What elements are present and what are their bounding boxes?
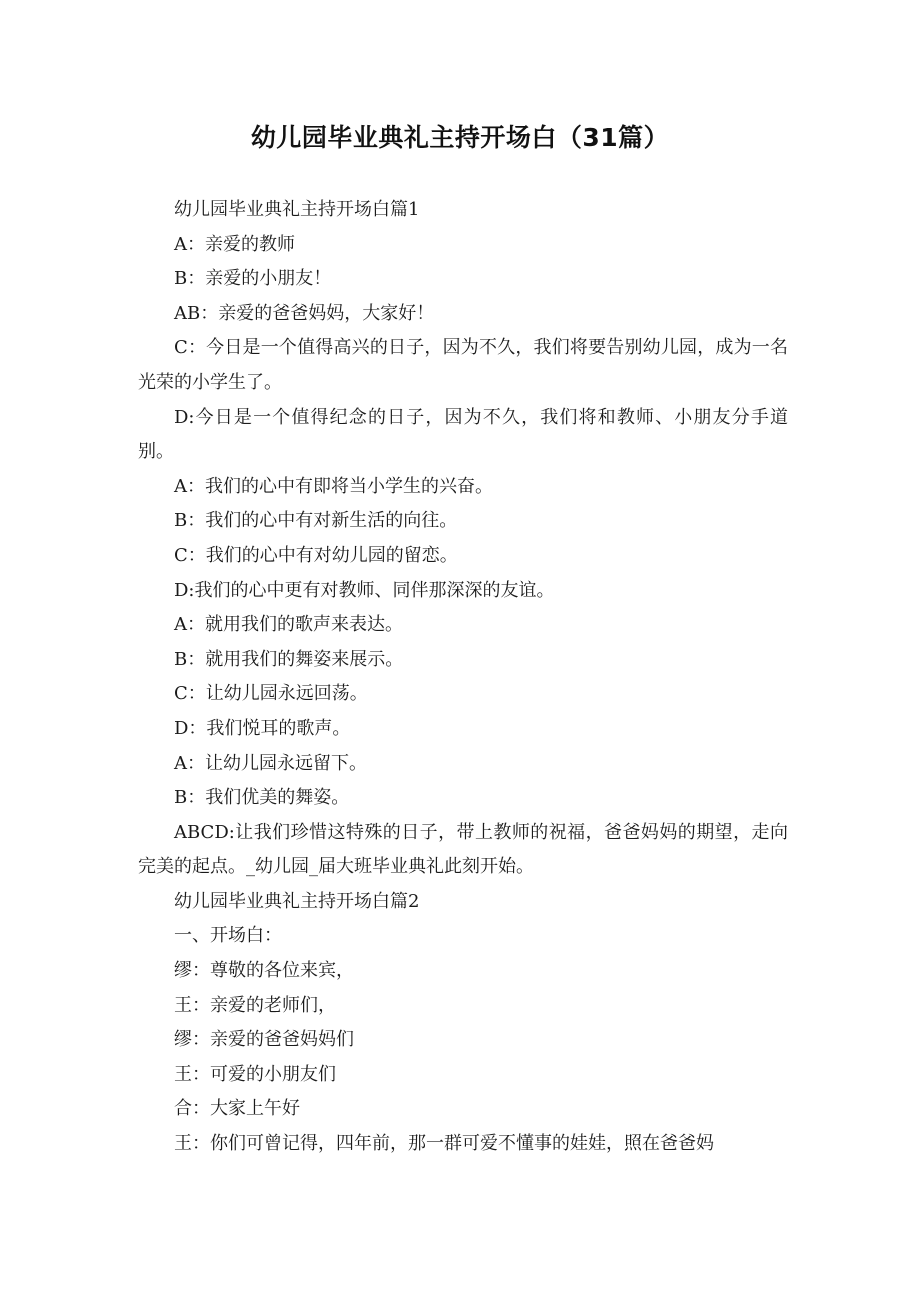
paragraph: D：我们悦耳的歌声。 [174,717,351,739]
document-body [138,193,788,1162]
paragraph: D:我们的心中更有对教师、同伴那深深的友谊。 [174,579,555,601]
paragraph: B：就用我们的舞姿来展示。 [174,648,404,670]
paragraph: 合：大家上午好 [174,1098,300,1120]
paragraph: 王：可爱的小朋友们 [174,1063,336,1085]
paragraph: 一、开场白： [174,925,282,947]
paragraph: C：让幼儿园永远回荡。 [174,683,368,705]
paragraph: 缪：亲爱的爸爸妈妈们 [174,1029,354,1051]
paragraph: D:今日是一个值得纪念的日子，因为不久，我们将和教师、小朋友分手道别。 [138,406,788,463]
paragraph: 王：亲爱的老师们， [174,994,336,1016]
document-title: 幼儿园毕业典礼主持开场白（31篇） [250,123,670,152]
paragraph: 王：你们可曾记得，四年前，那一群可爱不懂事的娃娃，照在爸爸妈 [174,1133,714,1155]
paragraph: A：就用我们的歌声来表达。 [174,614,403,636]
paragraph: B：亲爱的小朋友！ [174,268,332,290]
paragraph: 幼儿园毕业典礼主持开场白篇1 [174,199,420,220]
paragraph: A：亲爱的教师 [174,233,295,255]
paragraph: B：我们优美的舞姿。 [174,787,350,809]
paragraph: 缪：尊敬的各位来宾， [174,960,354,982]
paragraph: A：我们的心中有即将当小学生的兴奋。 [174,475,493,497]
paragraph: C：今日是一个值得高兴的日子，因为不久，我们将要告别幼儿园，成为一名光荣的小学生了。 [138,337,788,393]
paragraph: B：我们的心中有对新生活的向往。 [174,510,458,532]
paragraph: ABCD:让我们珍惜这特殊的日子，带上教师的祝福，爸爸妈妈的期望，走向完美的起点。_幼儿园_届大班毕业典礼此刻开始。 [138,821,788,878]
paragraph: 幼儿园毕业典礼主持开场白篇2 [174,890,420,912]
paragraph: C：我们的心中有对幼儿园的留恋。 [174,544,458,566]
paragraph: A：让幼儿园永远留下。 [174,752,367,774]
paragraph: AB：亲爱的爸爸妈妈，大家好！ [174,302,435,324]
